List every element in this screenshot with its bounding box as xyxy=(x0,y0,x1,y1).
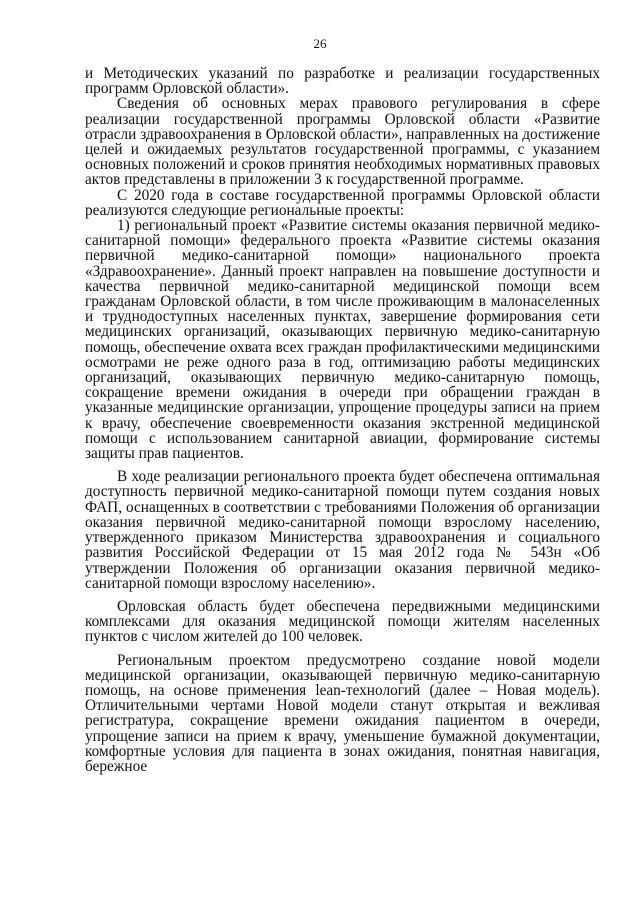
paragraph-project-1: 1) региональный проект «Развитие системы оказания первичной медико-санитарной помощи» федерального проекта «Развитие системы оказания первичной медико-санитарной помощи» национального проекта «Здравоохранение». Данный проект направлен на повышение доступности и качества первичной медико-санитарной медицинской помощи всем гражданам Орловской области, в том числе проживающим в малонаселенных и труднодоступных населенных пунктах, завершение формирования сети медицинских организаций, оказывающих первичную медико-санитарную помощь, обеспечение охвата всех граждан профилактическими медицинскими осмотрами не реже одного раза в год, оптимизацию работы медицинских организаций, оказывающих первичную медико-санитарную помощь, сокращение времени ожидания в очереди при обращении граждан в указанные медицинские организации, упрощение процедуры записи на прием к врачу, обеспечение своевременности оказания экстренной медицинской помощи с использованием санитарной авиации, формирование системы защиты прав пациентов. xyxy=(85,217,600,463)
paragraph-mobile-complexes: Орловская область будет обеспечена передвижными медицинскими комплексами для оказания медицинской помощи жителям населенных пунктов с числом жителей до 100 человек. xyxy=(85,597,600,646)
paragraph-regional-projects-intro: С 2020 года в составе государственной программы Орловской области реализуются следующие региональные проекты: xyxy=(85,186,600,219)
document-body xyxy=(85,66,600,774)
paragraph-legal-regulation: Сведения об основных мерах правового регулирования в сфере реализации государственной программы Орловской области «Развитие отрасли здравоохранения в Орловской области», направленных на достижение целей и ожидаемых результатов государственной программы, с указанием основных положений и сроков принятия необходимых нормативных правовых актов представлены в приложении 3 к государственной программе. xyxy=(85,95,600,189)
page-number: 26 xyxy=(313,36,327,51)
paragraph-new-model: Региональным проектом предусмотрено создание новой модели медицинской организации, оказывающей первичную медико-санитарную помощь, на основе применения lean-технологий (далее – Новая модель). Отличительными чертами Новой модели станут открытая и вежливая регистратура, сокращение времени ожидания пациентом в очереди, упрощение записи на прием к врачу, уменьшение бумажной документации, комфортные условия для пациента в зонах ожидания, понятная навигация, бережное xyxy=(85,651,600,775)
paragraph-continuation: и Методических указаний по разработке и реализации государственных программ Орловской области». xyxy=(85,65,600,98)
paragraph-fap-creation: В ходе реализации регионального проекта будет обеспечена оптимальная доступность первичной медико-санитарной помощи путем создания новых ФАП, оснащенных в соответствии с требованиями Положения об организации оказания первичной медико-санитарной помощи взрослому населению, утвержденного приказом Министерства здравоохранения и социального развития Российской Федерации от 15 мая 2012 года № 543н «Об утверждении Положения об организации оказания первичной медико-санитарной помощи взрослому населению». xyxy=(85,468,600,592)
